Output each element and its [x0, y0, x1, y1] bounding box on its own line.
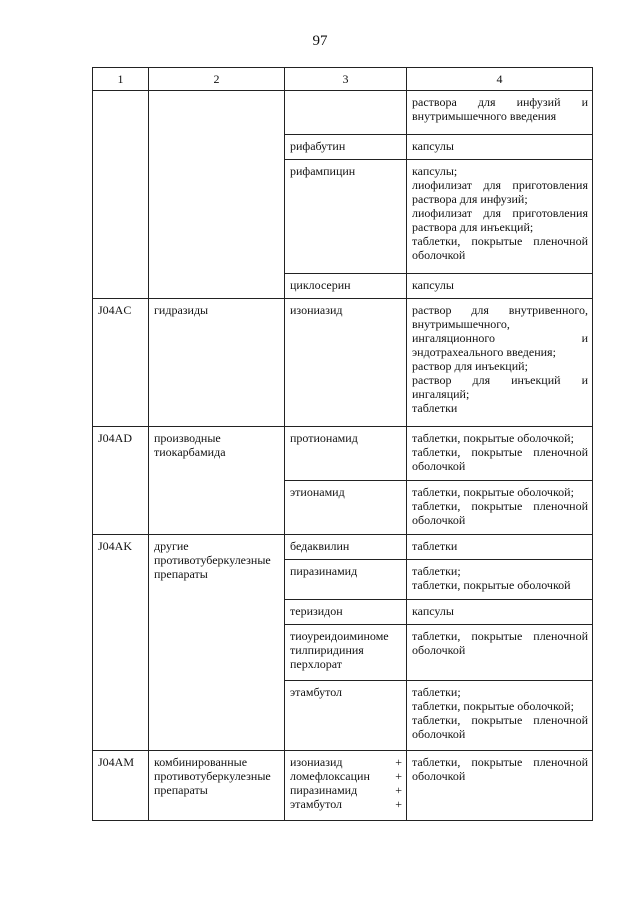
dosage-form-line: оболочкой: [412, 248, 466, 262]
dosage-forms-cell: [407, 91, 593, 135]
dosage-form-line: эндотрахеального введения;: [412, 345, 556, 359]
drug-name-line: пиразинамид +: [290, 783, 402, 797]
atc-code: J04AC: [98, 303, 132, 317]
dosage-forms-cell: [407, 427, 593, 481]
table-row: [93, 427, 593, 481]
dosage-form-line: таблетки;: [412, 685, 461, 699]
dosage-form-line: таблетки, покрытые пленочной: [412, 499, 588, 513]
header-row: [93, 68, 593, 91]
drug-name-cell: [285, 299, 407, 427]
header-col-1: 1: [93, 68, 149, 91]
dosage-form-line: капсулы;: [412, 164, 458, 178]
atc-code-cell: [93, 299, 149, 427]
drug-name-line: изониазид: [290, 303, 343, 317]
drug-name-cell: [285, 625, 407, 681]
dosage-form-line: ингаляционного и: [412, 331, 588, 345]
drug-name-line: изониазид +: [290, 755, 402, 769]
drug-name-line: тилпиридиния: [290, 643, 364, 657]
drug-name-line: этамбутол +: [290, 797, 402, 811]
dosage-form-line: оболочкой: [412, 643, 466, 657]
group-name-line: противотуберкулезные: [154, 769, 271, 783]
dosage-form-line: раствора для инфузий и: [412, 95, 588, 109]
drug-name-line: ломефлоксацин +: [290, 769, 402, 783]
group-name-cell: [149, 299, 285, 427]
dosage-form-line: лиофилизат для приготовления: [412, 178, 588, 192]
group-name-line: препараты: [154, 783, 208, 797]
group-name-cell: [149, 751, 285, 821]
dosage-form-line: таблетки: [412, 539, 458, 553]
dosage-form-line: раствора для инфузий;: [412, 192, 528, 206]
drug-name-cell: [285, 160, 407, 274]
table-body: [93, 91, 593, 821]
dosage-forms-cell: [407, 560, 593, 600]
dosage-form-line: раствор для внутривенного,: [412, 303, 588, 317]
atc-code-cell: [93, 427, 149, 535]
dosage-forms-cell: [407, 681, 593, 751]
dosage-form-line: раствор для инъекций;: [412, 359, 528, 373]
dosage-forms-cell: [407, 481, 593, 535]
group-name-line: комбинированные: [154, 755, 248, 769]
header-col-2: 2: [149, 68, 285, 91]
drug-name-cell: [285, 600, 407, 625]
dosage-form-line: таблетки, покрытые оболочкой;: [412, 699, 574, 713]
dosage-form-line: капсулы: [412, 278, 454, 292]
drug-name-line: перхлорат: [290, 657, 342, 671]
dosage-form-line: оболочкой: [412, 513, 466, 527]
drug-name-cell: [285, 560, 407, 600]
table-row: [93, 299, 593, 427]
group-name-line: противотуберкулезные: [154, 553, 271, 567]
medicines-table: [92, 67, 593, 821]
dosage-form-line: таблетки, покрытые пленочной: [412, 234, 588, 248]
dosage-forms-cell: [407, 600, 593, 625]
dosage-form-line: таблетки, покрытые оболочкой: [412, 578, 571, 592]
group-name-line: гидразиды: [154, 303, 209, 317]
atc-code: J04AK: [98, 539, 133, 553]
dosage-form-line: таблетки, покрытые пленочной: [412, 629, 588, 643]
group-name-cell: [149, 91, 285, 299]
dosage-form-line: таблетки, покрытые оболочкой;: [412, 431, 574, 445]
table-row: [93, 535, 593, 560]
drug-name-cell: [285, 681, 407, 751]
group-name-line: другие: [154, 539, 189, 553]
dosage-form-line: ингаляций;: [412, 387, 470, 401]
dosage-form-line: оболочкой: [412, 459, 466, 473]
table-row: [93, 751, 593, 821]
drug-name-line: пиразинамид: [290, 564, 358, 578]
dosage-form-line: внутримышечного,: [412, 317, 510, 331]
drug-name-cell: [285, 751, 407, 821]
dosage-forms-cell: [407, 751, 593, 821]
dosage-form-line: таблетки, покрытые пленочной: [412, 713, 588, 727]
atc-code-cell: [93, 535, 149, 751]
drug-name-cell: [285, 274, 407, 299]
atc-code-cell: [93, 91, 149, 299]
drug-name-line: рифампицин: [290, 164, 356, 178]
dosage-form-line: раствор для инъекций и: [412, 373, 588, 387]
table-row: [93, 91, 593, 135]
drug-name-cell: [285, 427, 407, 481]
header-col-4: 4: [407, 68, 593, 91]
drug-name-line: этамбутол: [290, 685, 343, 699]
atc-code: J04AD: [98, 431, 133, 445]
drug-name-cell: [285, 135, 407, 160]
page-number: 97: [312, 33, 328, 49]
drug-name-line: рифабутин: [290, 139, 346, 153]
dosage-form-line: оболочкой: [412, 769, 466, 783]
drug-name-cell: [285, 481, 407, 535]
dosage-form-line: лиофилизат для приготовления: [412, 206, 588, 220]
dosage-forms-cell: [407, 535, 593, 560]
dosage-forms-cell: [407, 135, 593, 160]
dosage-form-line: внутримышечного введения: [412, 109, 557, 123]
dosage-forms-cell: [407, 299, 593, 427]
group-name-line: производные: [154, 431, 221, 445]
header-col-3: 3: [285, 68, 407, 91]
drug-name-line: циклосерин: [290, 278, 351, 292]
dosage-form-line: капсулы: [412, 139, 454, 153]
atc-code: J04AM: [98, 755, 135, 769]
dosage-form-line: таблетки, покрытые пленочной: [412, 445, 588, 459]
dosage-form-line: таблетки, покрытые оболочкой;: [412, 485, 574, 499]
group-name-line: тиокарбамида: [154, 445, 226, 459]
drug-name-line: тиоуреидоиминоме: [290, 629, 389, 643]
dosage-form-line: таблетки: [412, 401, 458, 415]
group-name-cell: [149, 535, 285, 751]
dosage-form-line: оболочкой: [412, 727, 466, 741]
dosage-forms-cell: [407, 160, 593, 274]
dosage-form-line: капсулы: [412, 604, 454, 618]
group-name-cell: [149, 427, 285, 535]
dosage-form-line: таблетки, покрытые пленочной: [412, 755, 588, 769]
drug-name-line: теризидон: [290, 604, 343, 618]
dosage-form-line: раствора для инъекций;: [412, 220, 534, 234]
drug-name-cell: [285, 91, 407, 135]
drug-name-cell: [285, 535, 407, 560]
drug-name-line: бедаквилин: [290, 539, 350, 553]
drug-name-line: этионамид: [290, 485, 345, 499]
atc-code-cell: [93, 751, 149, 821]
drug-name-line: протионамид: [290, 431, 358, 445]
group-name-line: препараты: [154, 567, 208, 581]
dosage-forms-cell: [407, 274, 593, 299]
dosage-forms-cell: [407, 625, 593, 681]
dosage-form-line: таблетки;: [412, 564, 461, 578]
